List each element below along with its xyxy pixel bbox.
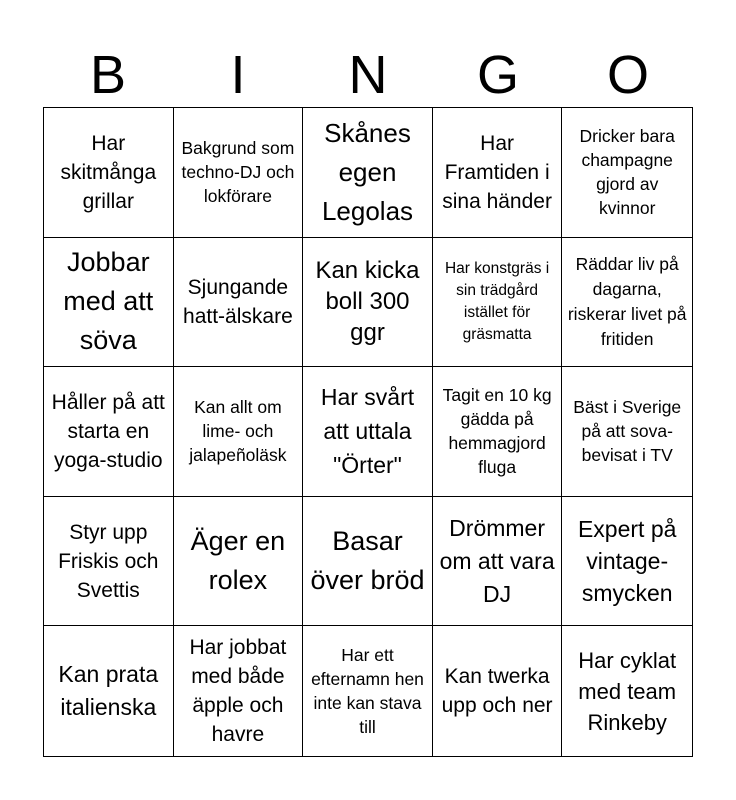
header-letter-n: N	[348, 45, 388, 105]
bingo-cell[interactable]	[433, 108, 563, 238]
cell-text: Har cyklat med team Rinkeby	[578, 647, 677, 735]
bingo-cell[interactable]	[433, 238, 563, 368]
bingo-cell[interactable]	[44, 238, 174, 368]
cell-text: Räddar liv på dagarna, riskerar livet på fritiden	[567, 253, 687, 349]
cell-text: Har skitmånga grillar	[60, 131, 157, 213]
bingo-cell[interactable]	[174, 626, 304, 756]
bingo-cell[interactable]	[562, 626, 692, 756]
bingo-cell[interactable]	[562, 108, 692, 238]
cell-text: Dricker bara champagne gjord av kvinnor	[579, 126, 675, 219]
bingo-cell[interactable]	[44, 497, 174, 627]
bingo-cell[interactable]	[44, 626, 174, 756]
cell-text: Håller på att starta en yoga-studio	[51, 390, 165, 472]
bingo-cell[interactable]	[433, 367, 563, 497]
bingo-cell[interactable]	[303, 497, 433, 627]
cell-text: Styr upp Friskis och Svettis	[58, 520, 159, 602]
cell-text: Skånes egen Legolas	[321, 117, 414, 226]
bingo-cell[interactable]	[174, 367, 304, 497]
cell-text: Bäst i Sverige på att sova- bevisat i TV	[573, 397, 682, 466]
bingo-cell[interactable]	[303, 626, 433, 756]
cell-text: Har svårt att uttala "Örter"	[320, 384, 415, 479]
bingo-cell[interactable]	[433, 497, 563, 627]
bingo-cell[interactable]	[433, 626, 563, 756]
bingo-cell[interactable]	[562, 497, 692, 627]
bingo-cell[interactable]	[303, 367, 433, 497]
bingo-cell[interactable]	[174, 238, 304, 368]
cell-text: Jobbar med att söva	[63, 247, 154, 356]
header-letter-o: O	[606, 45, 649, 105]
cell-text: Har jobbat med både äpple och havre	[189, 636, 287, 747]
cell-text: Drömmer om att vara DJ	[439, 514, 555, 607]
cell-text: Kan allt om lime- och jalapeñoläsk	[189, 397, 287, 466]
cell-text: Expert på vintage-smycken	[577, 516, 677, 607]
cell-text: Har konstgräs i sin trädgård istället för gräsmatta	[444, 259, 550, 343]
cell-text: Bakgrund som techno-DJ och lokförare	[181, 138, 295, 207]
bingo-cell[interactable]	[174, 108, 304, 238]
bingo-cell[interactable]	[303, 238, 433, 368]
cell-text: Har Framtiden i sina händer	[442, 131, 552, 213]
bingo-grid	[43, 107, 693, 757]
cell-text: Kan kicka boll 300 ggr	[315, 257, 420, 347]
bingo-cell[interactable]	[562, 238, 692, 368]
header-letter-i: I	[230, 45, 246, 105]
cell-text: Basar över bröd	[310, 526, 425, 596]
cell-text: Kan twerka upp och ner	[441, 665, 553, 718]
cell-text: Har ett efternamn hen inte kan stava till	[311, 645, 424, 738]
bingo-cell[interactable]	[44, 367, 174, 497]
header-letter-b: B	[89, 45, 127, 105]
bingo-cell[interactable]	[303, 108, 433, 238]
header-letter-g: G	[476, 45, 519, 105]
cell-text: Tagit en 10 kg gädda på hemmagjord fluga	[442, 385, 552, 478]
cell-text: Sjungande hatt-älskare	[183, 275, 293, 328]
bingo-cell[interactable]	[44, 108, 174, 238]
bingo-cell[interactable]	[174, 497, 304, 627]
bingo-header	[43, 44, 693, 106]
bingo-cell[interactable]	[562, 367, 692, 497]
cell-text: Kan prata italienska	[58, 661, 159, 721]
cell-text: Äger en rolex	[190, 526, 286, 596]
